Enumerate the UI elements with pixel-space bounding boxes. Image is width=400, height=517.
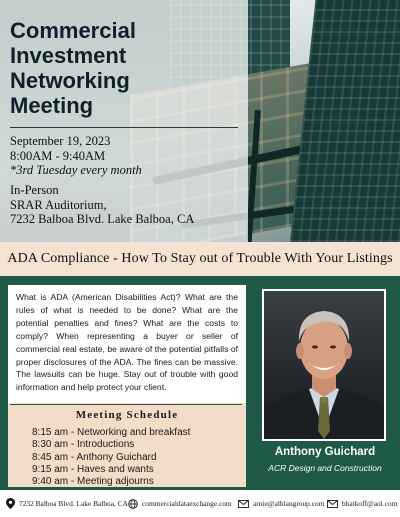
event-time: 8:00AM - 9:40AM <box>10 148 106 163</box>
event-recurrence: *3rd Tuesday every month <box>10 163 142 177</box>
schedule-list <box>32 427 232 488</box>
speaker-portrait-icon <box>264 291 384 439</box>
schedule-divider <box>10 404 242 405</box>
footer-website[interactable] <box>128 490 232 517</box>
hero-banner <box>0 0 400 242</box>
speaker-name: Anthony Guichard <box>274 446 376 458</box>
footer-email-1-text[interactable]: arnie@alhlangroup.com <box>253 499 325 508</box>
venue-address: 7232 Balboa Blvd. Lake Balboa, CA <box>10 212 195 226</box>
location-pin-icon <box>6 498 15 509</box>
venue-block <box>10 183 240 227</box>
speaker-photo-frame <box>262 289 386 441</box>
speaker-company: ACR Design and Construction <box>268 463 382 473</box>
schedule-item: 8:15 am - Networking and breakfast <box>32 427 191 438</box>
schedule-item: 8:30 am - Introductions <box>32 439 135 451</box>
event-title <box>10 18 240 118</box>
topic-title: ADA Compliance - How To Stay out of Trouble With Your Listings <box>7 251 393 266</box>
schedule-item: 9:40 am - Meeting adjourns <box>32 476 154 488</box>
speaker-photo <box>264 291 384 439</box>
mail-icon <box>327 500 338 508</box>
footer-address-text: 7232 Balboa Blvd. Lake Balboa, CA <box>19 499 128 508</box>
footer-email-1[interactable] <box>238 490 324 517</box>
event-title-line: Commercial <box>10 18 136 43</box>
event-title-line: Networking <box>10 68 130 93</box>
title-divider <box>10 127 238 128</box>
footer-email-2-text[interactable]: bhatkoff@aol.com <box>342 499 398 508</box>
globe-icon <box>128 499 138 509</box>
date-block <box>10 134 240 178</box>
schedule-item: 8:45 am - Anthony Guichard <box>32 451 157 463</box>
event-date: September 19, 2023 <box>10 134 111 148</box>
topic-banner <box>0 242 400 276</box>
event-title-line: Meeting <box>10 93 94 118</box>
event-title-line: Investment <box>10 43 127 68</box>
mail-icon <box>238 500 249 508</box>
intro-text: What is ADA (American Disabilities Act)? What are the rules of what is needed to be done? What are the potential penalties and fines? What are the costs to comply? When representing a buyer or seller of commercial real estate, be aware of the potential pitfalls of proper disclosures of the ADA. The fines can be massive. The lawsuits can be huge. Stay out of trouble with good information and help protect your client. <box>16 292 238 393</box>
schedule-title: Meeting Schedule <box>75 409 179 421</box>
footer-website-text[interactable]: commercialdataexchange.com <box>142 499 232 508</box>
venue-name: SRAR Auditorium, <box>10 197 107 212</box>
footer-email-2[interactable] <box>327 490 397 517</box>
footer <box>0 490 400 517</box>
schedule-item: 9:15 am - Haves and wants <box>32 463 154 475</box>
footer-address <box>6 490 128 517</box>
event-format: In-Person <box>10 183 59 197</box>
